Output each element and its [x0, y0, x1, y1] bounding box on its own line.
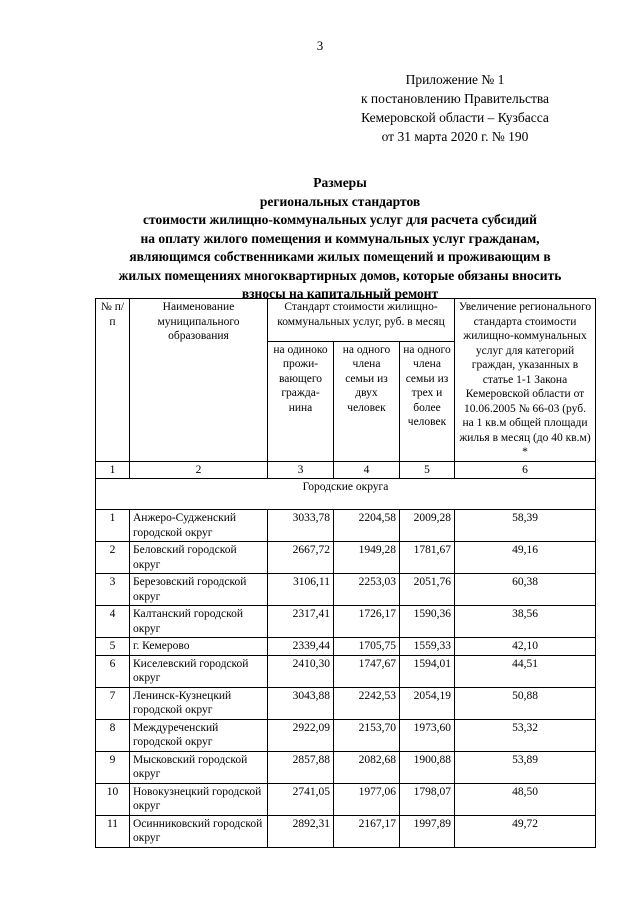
row-three-plus-value: 1997,89 [400, 815, 455, 847]
header-row-1 [96, 299, 596, 342]
appendix-line-1: Приложение № 1 [405, 72, 505, 87]
table-row [96, 606, 596, 638]
table-row [96, 574, 596, 606]
row-municipality: Беловский городской округ [130, 542, 268, 574]
row-number: 3 [96, 574, 130, 606]
table-row [96, 815, 596, 847]
row-three-plus-value: 1781,67 [400, 542, 455, 574]
row-municipality: Анжеро-Судженский городской округ [130, 510, 268, 542]
table-row [96, 542, 596, 574]
col-number: 3 [268, 461, 334, 479]
row-two-person-value: 1949,28 [334, 542, 400, 574]
row-number: 5 [96, 638, 130, 656]
row-two-person-value: 1977,06 [334, 783, 400, 815]
row-single-value: 3043,88 [268, 687, 334, 719]
row-increase-value: 48,50 [455, 783, 596, 815]
row-single-value: 2339,44 [268, 638, 334, 656]
row-three-plus-value: 1798,07 [400, 783, 455, 815]
col-number: 6 [455, 461, 596, 479]
row-single-value: 2410,30 [268, 655, 334, 687]
row-single-value: 2892,31 [268, 815, 334, 847]
header-three-plus: на одного члена семьи из трех и более человек [400, 341, 455, 461]
row-number: 10 [96, 783, 130, 815]
group-label: Городские округа [96, 479, 596, 510]
row-two-person-value: 2253,03 [334, 574, 400, 606]
row-three-plus-value: 2051,76 [400, 574, 455, 606]
row-number: 1 [96, 510, 130, 542]
row-three-plus-value: 2009,28 [400, 510, 455, 542]
row-increase-value: 53,32 [455, 719, 596, 751]
row-two-person-value: 2204,58 [334, 510, 400, 542]
title-line-1: Размеры [313, 175, 367, 190]
row-increase-value: 49,72 [455, 815, 596, 847]
row-two-person-value: 1726,17 [334, 606, 400, 638]
row-municipality: г. Кемерово [130, 638, 268, 656]
col-number: 1 [96, 461, 130, 479]
row-number: 2 [96, 542, 130, 574]
appendix-line-4: от 31 марта 2020 г. № 190 [381, 129, 529, 144]
table-body [96, 510, 596, 848]
row-municipality: Междуреченский городской округ [130, 719, 268, 751]
col-number: 4 [334, 461, 400, 479]
header-standard-group: Стандарт стоимости жилищно-коммунальных услуг, руб. в месяц [268, 299, 455, 342]
standards-table [95, 298, 596, 848]
row-single-value: 2857,88 [268, 751, 334, 783]
row-single-value: 3033,78 [268, 510, 334, 542]
title-line-6: жилых помещениях многоквартирных домов, которые обязаны вносить [118, 267, 562, 283]
group-row [96, 479, 596, 510]
row-increase-value: 60,38 [455, 574, 596, 606]
header-single: на одиноко прожи-вающего гражда-нина [268, 341, 334, 461]
row-three-plus-value: 1594,01 [400, 655, 455, 687]
row-number: 6 [96, 655, 130, 687]
row-increase-value: 42,10 [455, 638, 596, 656]
header-municipality: Наименование муниципального образования [130, 299, 268, 462]
column-number-row [96, 461, 596, 479]
appendix-block [350, 70, 560, 146]
row-three-plus-value: 2054,19 [400, 687, 455, 719]
row-number: 9 [96, 751, 130, 783]
appendix-line-2: к постановлению Правительства [360, 91, 550, 106]
header-two-person: на одного члена семьи из двух человек [334, 341, 400, 461]
row-increase-value: 38,56 [455, 606, 596, 638]
col-number: 5 [400, 461, 455, 479]
row-municipality: Калтанский городской округ [130, 606, 268, 638]
row-single-value: 2667,72 [268, 542, 334, 574]
row-increase-value: 50,88 [455, 687, 596, 719]
table-row [96, 655, 596, 687]
table-row [96, 687, 596, 719]
table-row [96, 638, 596, 656]
row-number: 7 [96, 687, 130, 719]
header-number: № п/п [96, 299, 130, 462]
row-two-person-value: 2242,53 [334, 687, 400, 719]
row-single-value: 3106,11 [268, 574, 334, 606]
row-single-value: 2317,41 [268, 606, 334, 638]
row-increase-value: 49,16 [455, 542, 596, 574]
table-row [96, 783, 596, 815]
row-two-person-value: 1747,67 [334, 655, 400, 687]
table-row [96, 510, 596, 542]
row-municipality: Киселевский городской округ [130, 655, 268, 687]
title-line-7: взносы на капитальный ремонт [241, 286, 439, 301]
row-number: 4 [96, 606, 130, 638]
row-single-value: 2741,05 [268, 783, 334, 815]
appendix-line-3: Кемеровской области – Кузбасса [361, 110, 549, 125]
row-municipality: Мысковский городской округ [130, 751, 268, 783]
row-increase-value: 58,39 [455, 510, 596, 542]
header-increase: Увеличение регионального стандарта стоимости жилищно-коммунальных услуг для категорий граждан, указанных в статье 1-1 Закона Кемеровской области от 10.06.2005 № 66-03 (руб. на 1 кв.м общей площади жилья в месяц (до 40 кв.м) * [455, 299, 596, 462]
row-increase-value: 44,51 [455, 655, 596, 687]
document-title [80, 174, 600, 304]
row-increase-value: 53,89 [455, 751, 596, 783]
row-three-plus-value: 1900,88 [400, 751, 455, 783]
row-municipality: Ленинск-Кузнецкий городской округ [130, 687, 268, 719]
title-line-3: стоимости жилищно-коммунальных услуг для расчета субсидий [143, 212, 537, 227]
row-municipality: Березовский городской округ [130, 574, 268, 606]
row-two-person-value: 2153,70 [334, 719, 400, 751]
row-two-person-value: 1705,75 [334, 638, 400, 656]
row-three-plus-value: 1973,60 [400, 719, 455, 751]
page-number: 3 [316, 38, 324, 53]
row-two-person-value: 2082,68 [334, 751, 400, 783]
title-line-2: региональных стандартов [259, 193, 421, 209]
row-municipality: Новокузнецкий городской округ [130, 783, 268, 815]
row-three-plus-value: 1559,33 [400, 638, 455, 656]
row-three-plus-value: 1590,36 [400, 606, 455, 638]
title-line-5: являющимся собственниками жилых помещений и проживающим в [129, 249, 551, 264]
row-single-value: 2922,09 [268, 719, 334, 751]
row-municipality: Осинниковский городской округ [130, 815, 268, 847]
title-line-4: на оплату жилого помещения и коммунальных услуг гражданам, [140, 230, 540, 246]
col-number: 2 [130, 461, 268, 479]
row-two-person-value: 2167,17 [334, 815, 400, 847]
table-row [96, 751, 596, 783]
row-number: 8 [96, 719, 130, 751]
row-number: 11 [96, 815, 130, 847]
table-row [96, 719, 596, 751]
